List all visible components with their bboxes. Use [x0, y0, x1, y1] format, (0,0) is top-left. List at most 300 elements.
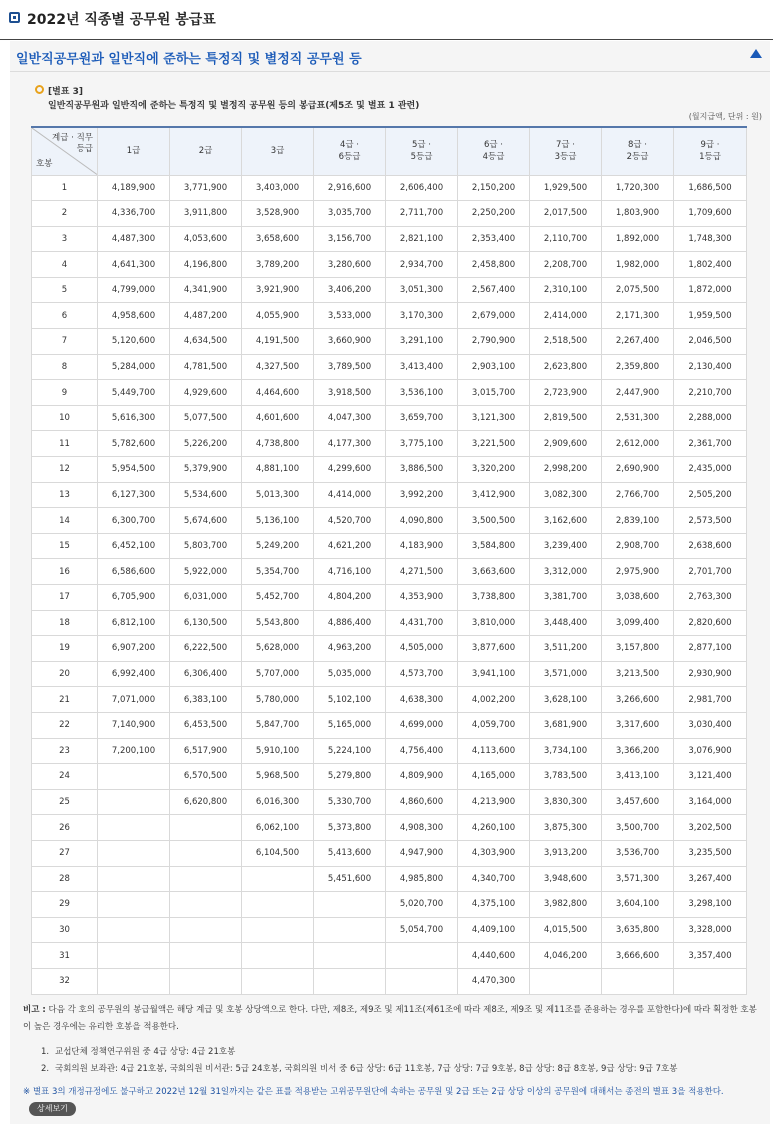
- salary-cell: [242, 892, 314, 918]
- salary-cell: 3,571,300: [602, 866, 674, 892]
- salary-cell: 3,121,300: [458, 405, 530, 431]
- step-cell: 1: [32, 175, 98, 201]
- salary-cell: [98, 917, 170, 943]
- step-cell: 27: [32, 840, 98, 866]
- salary-cell: 4,375,100: [458, 892, 530, 918]
- salary-cell: 3,035,700: [314, 201, 386, 227]
- salary-cell: 3,635,800: [602, 917, 674, 943]
- salary-cell: [170, 917, 242, 943]
- salary-cell: 3,663,600: [458, 559, 530, 585]
- table-row: [32, 533, 747, 559]
- salary-cell: 5,224,100: [314, 738, 386, 764]
- salary-cell: 3,536,100: [386, 380, 458, 406]
- step-cell: 20: [32, 661, 98, 687]
- salary-cell: 2,359,800: [602, 354, 674, 380]
- salary-cell: 3,221,500: [458, 431, 530, 457]
- salary-cell: 4,601,600: [242, 405, 314, 431]
- salary-cell: 3,235,500: [674, 840, 747, 866]
- salary-cell: 4,303,900: [458, 840, 530, 866]
- table-row: [32, 252, 747, 278]
- salary-cell: 3,536,700: [602, 840, 674, 866]
- salary-cell: 7,140,900: [98, 712, 170, 738]
- square-bullet-icon: [9, 12, 20, 23]
- salary-cell: 3,875,300: [530, 815, 602, 841]
- table-header-row: [32, 127, 747, 175]
- salary-cell: 4,341,900: [170, 277, 242, 303]
- footnote-text: ※ 별표 3의 개정규정에도 불구하고 2022년 12월 31일까지는 같은 표를 적용받는 고위공무원단에 속하는 공무원 및 2급 또는 2급 상당 이상의 공무원에 대해서는 종전의 별표 3을 적용한다.: [23, 1087, 724, 1097]
- salary-cell: 2,458,800: [458, 252, 530, 278]
- salary-cell: 5,534,600: [170, 482, 242, 508]
- salary-cell: 4,985,800: [386, 866, 458, 892]
- salary-cell: 1,748,300: [674, 226, 747, 252]
- salary-cell: 3,202,500: [674, 815, 747, 841]
- remark-body: 다음 각 호의 공무원의 봉급월액은 해당 계급 및 호봉 상당액으로 한다. 다만, 제8조, 제9조 및 제11조(제61조에 따라 제8조, 제9조 및 제11조를 준용하는 경우를 포함한다)에 따라 획정한 호봉이 높은 경우에는 유리한 호봉을 적용한다.: [23, 1005, 757, 1032]
- table-row: [32, 303, 747, 329]
- table-row: [32, 277, 747, 303]
- salary-cell: 4,327,500: [242, 354, 314, 380]
- salary-cell: 6,570,500: [170, 764, 242, 790]
- salary-cell: 2,839,100: [602, 508, 674, 534]
- salary-cell: [170, 943, 242, 969]
- salary-cell: 5,013,300: [242, 482, 314, 508]
- salary-cell: 6,992,400: [98, 661, 170, 687]
- section-header[interactable]: [10, 41, 770, 72]
- salary-cell: 3,298,100: [674, 892, 747, 918]
- step-cell: 22: [32, 712, 98, 738]
- step-cell: 4: [32, 252, 98, 278]
- page-header: [0, 0, 773, 40]
- salary-cell: 3,604,100: [602, 892, 674, 918]
- step-cell: 7: [32, 329, 98, 355]
- column-header: [314, 127, 386, 175]
- salary-cell: 2,690,900: [602, 457, 674, 483]
- salary-cell: 2,505,200: [674, 482, 747, 508]
- column-header-line2: 1등급: [699, 152, 721, 163]
- salary-cell: 3,982,800: [530, 892, 602, 918]
- salary-cell: 2,150,200: [458, 175, 530, 201]
- salary-cell: 3,412,900: [458, 482, 530, 508]
- salary-cell: 3,658,600: [242, 226, 314, 252]
- salary-cell: [98, 764, 170, 790]
- salary-cell: 2,821,100: [386, 226, 458, 252]
- column-header-line1: 5급 ·: [411, 140, 432, 151]
- salary-cell: 3,913,200: [530, 840, 602, 866]
- corner-level-label: 등급: [76, 144, 93, 154]
- column-header-line2: 4등급: [482, 152, 505, 163]
- table-row: [32, 431, 747, 457]
- salary-cell: 3,528,900: [242, 201, 314, 227]
- salary-cell: 6,620,800: [170, 789, 242, 815]
- step-cell: 2: [32, 201, 98, 227]
- salary-cell: 4,113,600: [458, 738, 530, 764]
- remark-text: [23, 1002, 758, 1036]
- salary-cell: 3,738,800: [458, 585, 530, 611]
- step-cell: 17: [32, 585, 98, 611]
- salary-table: [31, 126, 747, 995]
- salary-cell: 3,413,400: [386, 354, 458, 380]
- salary-cell: 3,911,800: [170, 201, 242, 227]
- column-header: [530, 127, 602, 175]
- column-header: [602, 127, 674, 175]
- step-cell: 10: [32, 405, 98, 431]
- salary-cell: [314, 917, 386, 943]
- salary-cell: 2,763,300: [674, 585, 747, 611]
- salary-cell: 4,271,500: [386, 559, 458, 585]
- remark-item-text: 교섭단체 정책연구위원 중 4급 상당: 4급 21호봉: [55, 1047, 236, 1057]
- salary-cell: 5,628,000: [242, 636, 314, 662]
- salary-cell: 3,941,100: [458, 661, 530, 687]
- table-row: [32, 764, 747, 790]
- table-row: [32, 405, 747, 431]
- salary-cell: 4,191,500: [242, 329, 314, 355]
- salary-cell: 2,250,200: [458, 201, 530, 227]
- salary-cell: [98, 943, 170, 969]
- salary-cell: 6,452,100: [98, 533, 170, 559]
- salary-cell: 4,059,700: [458, 712, 530, 738]
- salary-cell: 2,638,600: [674, 533, 747, 559]
- salary-cell: 4,090,800: [386, 508, 458, 534]
- salary-cell: 3,448,400: [530, 610, 602, 636]
- step-cell: 16: [32, 559, 98, 585]
- salary-cell: 5,102,100: [314, 687, 386, 713]
- salary-cell: 3,948,600: [530, 866, 602, 892]
- salary-cell: 4,002,200: [458, 687, 530, 713]
- salary-cell: 2,820,600: [674, 610, 747, 636]
- salary-cell: [242, 943, 314, 969]
- salary-cell: 5,373,800: [314, 815, 386, 841]
- salary-cell: 4,340,700: [458, 866, 530, 892]
- salary-cell: 4,053,600: [170, 226, 242, 252]
- salary-cell: 2,414,000: [530, 303, 602, 329]
- salary-cell: 1,982,000: [602, 252, 674, 278]
- salary-cell: 3,082,300: [530, 482, 602, 508]
- salary-cell: 5,954,500: [98, 457, 170, 483]
- salary-cell: 4,336,700: [98, 201, 170, 227]
- salary-cell: 4,189,900: [98, 175, 170, 201]
- column-header: [674, 127, 747, 175]
- salary-cell: 5,910,100: [242, 738, 314, 764]
- footnote: [23, 1084, 758, 1118]
- salary-cell: 3,413,100: [602, 764, 674, 790]
- detail-button[interactable]: 상세보기: [29, 1102, 76, 1116]
- salary-cell: 2,606,400: [386, 175, 458, 201]
- salary-cell: 4,177,300: [314, 431, 386, 457]
- step-cell: 26: [32, 815, 98, 841]
- salary-cell: 5,922,000: [170, 559, 242, 585]
- column-header-line1: 8급 ·: [627, 140, 648, 151]
- table-row: [32, 661, 747, 687]
- salary-cell: 5,674,600: [170, 508, 242, 534]
- salary-cell: 4,055,900: [242, 303, 314, 329]
- salary-cell: 4,464,600: [242, 380, 314, 406]
- salary-cell: 5,054,700: [386, 917, 458, 943]
- annex-label: [별표 3]: [48, 87, 84, 97]
- column-header-line1: 2급: [198, 146, 213, 157]
- salary-cell: [386, 943, 458, 969]
- remark-list-item: [41, 1044, 758, 1061]
- table-row: [32, 892, 747, 918]
- salary-cell: 6,222,500: [170, 636, 242, 662]
- salary-cell: 3,381,700: [530, 585, 602, 611]
- salary-cell: 7,071,000: [98, 687, 170, 713]
- salary-cell: 3,511,200: [530, 636, 602, 662]
- salary-cell: 3,921,900: [242, 277, 314, 303]
- table-row: [32, 354, 747, 380]
- column-header-line2: 3등급: [554, 152, 577, 163]
- salary-cell: [170, 866, 242, 892]
- salary-cell: 3,500,500: [458, 508, 530, 534]
- salary-cell: 4,470,300: [458, 968, 530, 994]
- step-cell: 30: [32, 917, 98, 943]
- step-cell: 31: [32, 943, 98, 969]
- salary-cell: 2,361,700: [674, 431, 747, 457]
- salary-cell: 3,500,700: [602, 815, 674, 841]
- salary-cell: 2,130,400: [674, 354, 747, 380]
- salary-cell: 3,170,300: [386, 303, 458, 329]
- salary-cell: 2,075,500: [602, 277, 674, 303]
- salary-cell: 3,403,000: [242, 175, 314, 201]
- salary-cell: 5,451,600: [314, 866, 386, 892]
- salary-cell: 1,709,600: [674, 201, 747, 227]
- salary-cell: 2,267,400: [602, 329, 674, 355]
- salary-cell: 4,196,800: [170, 252, 242, 278]
- table-row: [32, 610, 747, 636]
- column-header-line2: 2등급: [626, 152, 649, 163]
- salary-cell: 4,641,300: [98, 252, 170, 278]
- salary-cell: 4,947,900: [386, 840, 458, 866]
- column-header: [386, 127, 458, 175]
- salary-cell: 4,638,300: [386, 687, 458, 713]
- salary-cell: 3,239,400: [530, 533, 602, 559]
- salary-cell: 3,015,700: [458, 380, 530, 406]
- salary-cell: 5,780,000: [242, 687, 314, 713]
- salary-cell: 2,877,100: [674, 636, 747, 662]
- salary-cell: [98, 892, 170, 918]
- salary-cell: 5,120,600: [98, 329, 170, 355]
- salary-cell: 2,701,700: [674, 559, 747, 585]
- salary-cell: 6,306,400: [170, 661, 242, 687]
- step-cell: 24: [32, 764, 98, 790]
- salary-cell: 4,573,700: [386, 661, 458, 687]
- salary-cell: 5,449,700: [98, 380, 170, 406]
- corner-step-label: 호봉: [36, 158, 53, 169]
- circle-bullet-icon: [35, 85, 44, 94]
- salary-cell: 6,300,700: [98, 508, 170, 534]
- salary-cell: 1,959,500: [674, 303, 747, 329]
- salary-cell: [386, 968, 458, 994]
- salary-cell: 5,413,600: [314, 840, 386, 866]
- salary-cell: 3,164,000: [674, 789, 747, 815]
- salary-cell: 4,047,300: [314, 405, 386, 431]
- step-cell: 13: [32, 482, 98, 508]
- column-header-line2: 6등급: [338, 152, 361, 163]
- salary-cell: 2,908,700: [602, 533, 674, 559]
- table-row: [32, 482, 747, 508]
- step-cell: 18: [32, 610, 98, 636]
- salary-cell: 3,666,600: [602, 943, 674, 969]
- table-row: [32, 815, 747, 841]
- salary-cell: 5,782,600: [98, 431, 170, 457]
- salary-cell: 4,353,900: [386, 585, 458, 611]
- salary-cell: [314, 943, 386, 969]
- salary-cell: [170, 840, 242, 866]
- salary-cell: 5,136,100: [242, 508, 314, 534]
- salary-cell: 2,171,300: [602, 303, 674, 329]
- salary-cell: 5,354,700: [242, 559, 314, 585]
- salary-cell: [98, 789, 170, 815]
- salary-cell: 2,679,000: [458, 303, 530, 329]
- remark-label: 비고 :: [23, 1005, 46, 1015]
- salary-cell: 4,440,600: [458, 943, 530, 969]
- table-row: [32, 687, 747, 713]
- section-title: 일반직공무원과 일반직에 준하는 특정직 및 별정직 공무원 등: [16, 52, 362, 67]
- salary-cell: 5,543,800: [242, 610, 314, 636]
- table-row: [32, 508, 747, 534]
- salary-cell: 4,716,100: [314, 559, 386, 585]
- salary-cell: 4,213,900: [458, 789, 530, 815]
- salary-cell: [602, 968, 674, 994]
- salary-cell: 2,916,600: [314, 175, 386, 201]
- salary-cell: 5,847,700: [242, 712, 314, 738]
- salary-cell: 3,628,100: [530, 687, 602, 713]
- salary-cell: 6,031,000: [170, 585, 242, 611]
- salary-cell: 5,284,000: [98, 354, 170, 380]
- salary-cell: 2,573,500: [674, 508, 747, 534]
- salary-cell: [530, 968, 602, 994]
- salary-cell: 5,226,200: [170, 431, 242, 457]
- salary-cell: 5,165,000: [314, 712, 386, 738]
- salary-cell: 3,660,900: [314, 329, 386, 355]
- salary-cell: 4,015,500: [530, 917, 602, 943]
- salary-cell: 4,809,900: [386, 764, 458, 790]
- salary-cell: 3,267,400: [674, 866, 747, 892]
- salary-cell: 4,860,600: [386, 789, 458, 815]
- salary-cell: 5,379,900: [170, 457, 242, 483]
- salary-cell: 2,711,700: [386, 201, 458, 227]
- salary-cell: 2,017,500: [530, 201, 602, 227]
- salary-cell: 4,799,000: [98, 277, 170, 303]
- remark-item-number: 2.: [41, 1064, 50, 1074]
- salary-cell: 3,533,000: [314, 303, 386, 329]
- salary-cell: 6,812,100: [98, 610, 170, 636]
- salary-cell: 5,279,800: [314, 764, 386, 790]
- salary-cell: 4,756,400: [386, 738, 458, 764]
- salary-cell: 3,076,900: [674, 738, 747, 764]
- salary-cell: 3,162,600: [530, 508, 602, 534]
- salary-cell: 3,571,000: [530, 661, 602, 687]
- salary-cell: 4,414,000: [314, 482, 386, 508]
- salary-cell: 4,183,900: [386, 533, 458, 559]
- step-cell: 14: [32, 508, 98, 534]
- salary-cell: 2,790,900: [458, 329, 530, 355]
- salary-cell: 3,280,600: [314, 252, 386, 278]
- salary-cell: 4,958,600: [98, 303, 170, 329]
- column-header-line1: 7급 ·: [555, 140, 576, 151]
- step-cell: 19: [32, 636, 98, 662]
- step-cell: 5: [32, 277, 98, 303]
- salary-cell: 4,738,800: [242, 431, 314, 457]
- salary-cell: 6,016,300: [242, 789, 314, 815]
- salary-cell: 4,520,700: [314, 508, 386, 534]
- salary-cell: 3,771,900: [170, 175, 242, 201]
- step-cell: 11: [32, 431, 98, 457]
- salary-cell: 2,903,100: [458, 354, 530, 380]
- column-header: [98, 127, 170, 175]
- salary-cell: [314, 892, 386, 918]
- salary-cell: 1,803,900: [602, 201, 674, 227]
- step-cell: 28: [32, 866, 98, 892]
- salary-cell: 4,804,200: [314, 585, 386, 611]
- salary-cell: 3,877,600: [458, 636, 530, 662]
- table-row: [32, 917, 747, 943]
- salary-cell: 3,099,400: [602, 610, 674, 636]
- salary-cell: 3,775,100: [386, 431, 458, 457]
- salary-cell: 6,104,500: [242, 840, 314, 866]
- salary-cell: 4,781,500: [170, 354, 242, 380]
- column-header-line1: 3급: [270, 146, 285, 157]
- salary-cell: 5,968,500: [242, 764, 314, 790]
- step-cell: 9: [32, 380, 98, 406]
- salary-cell: 4,299,600: [314, 457, 386, 483]
- salary-cell: 3,457,600: [602, 789, 674, 815]
- salary-cell: 3,992,200: [386, 482, 458, 508]
- salary-cell: [170, 968, 242, 994]
- salary-cell: 2,623,800: [530, 354, 602, 380]
- salary-cell: 4,487,300: [98, 226, 170, 252]
- salary-cell: 4,881,100: [242, 457, 314, 483]
- salary-cell: 2,353,400: [458, 226, 530, 252]
- salary-cell: 3,406,200: [314, 277, 386, 303]
- salary-cell: 6,130,500: [170, 610, 242, 636]
- remark-item-number: 1.: [41, 1047, 50, 1057]
- salary-cell: 6,127,300: [98, 482, 170, 508]
- collapse-arrow-icon[interactable]: [750, 49, 762, 58]
- salary-cell: 3,830,300: [530, 789, 602, 815]
- table-row: [32, 585, 747, 611]
- table-row: [32, 738, 747, 764]
- salary-cell: 4,908,300: [386, 815, 458, 841]
- salary-cell: 3,584,800: [458, 533, 530, 559]
- column-header-line1: 9급 ·: [700, 140, 720, 151]
- salary-cell: 2,819,500: [530, 405, 602, 431]
- salary-cell: 4,165,000: [458, 764, 530, 790]
- salary-cell: 3,783,500: [530, 764, 602, 790]
- step-cell: 3: [32, 226, 98, 252]
- salary-cell: 3,734,100: [530, 738, 602, 764]
- salary-cell: 3,030,400: [674, 712, 747, 738]
- salary-cell: 4,431,700: [386, 610, 458, 636]
- salary-cell: [98, 840, 170, 866]
- salary-cell: 4,963,200: [314, 636, 386, 662]
- notes-section: [23, 1002, 758, 1118]
- salary-cell: 4,260,100: [458, 815, 530, 841]
- salary-cell: 6,907,200: [98, 636, 170, 662]
- salary-cell: 3,291,100: [386, 329, 458, 355]
- step-cell: 25: [32, 789, 98, 815]
- column-header: [170, 127, 242, 175]
- salary-cell: 5,803,700: [170, 533, 242, 559]
- salary-cell: [98, 815, 170, 841]
- salary-cell: 3,317,600: [602, 712, 674, 738]
- salary-cell: 3,266,600: [602, 687, 674, 713]
- salary-cell: 1,872,000: [674, 277, 747, 303]
- table-row: [32, 226, 747, 252]
- salary-cell: 4,929,600: [170, 380, 242, 406]
- salary-cell: 1,929,500: [530, 175, 602, 201]
- corner-header-cell: [32, 127, 98, 175]
- salary-cell: 6,383,100: [170, 687, 242, 713]
- salary-cell: 2,208,700: [530, 252, 602, 278]
